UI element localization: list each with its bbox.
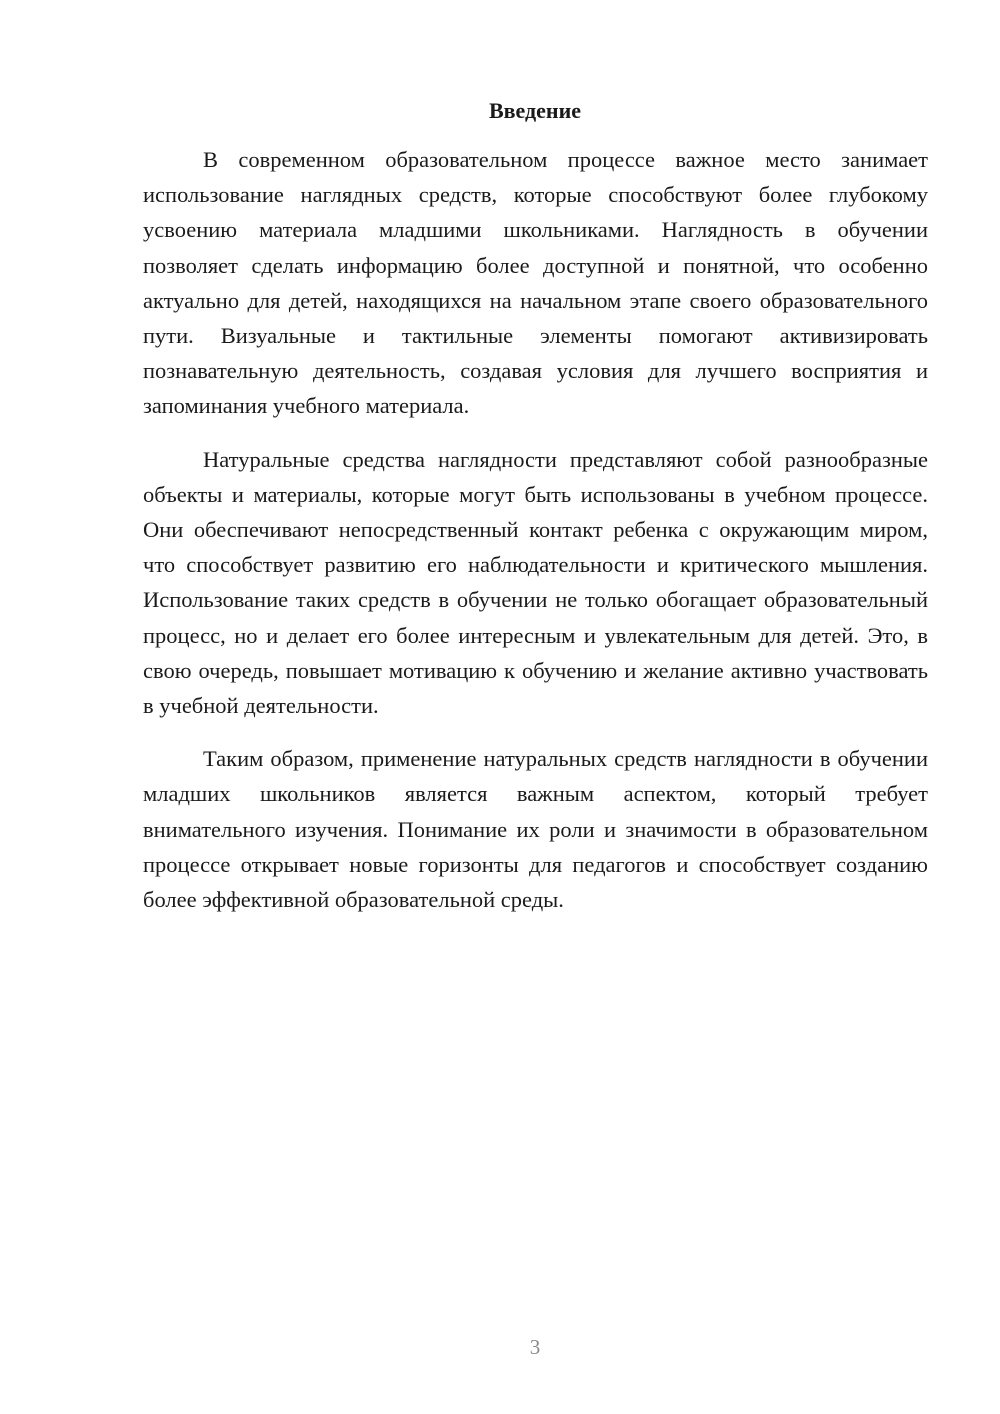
paragraph-1: В современном образовательном процессе важное место занимает использование наглядных средств, которые способствуют более глубокому усвоению материала младшими школьниками. Наглядность в обучении позволяет сделать информацию более доступной и понятной, что особенно актуально для детей, находящихся на начальном этапе своего образовательного пути. Визуальные и тактильные элементы помогают активизировать познавательную деятельность, создавая условия для лучшего восприятия и запоминания учебного материала. (143, 147, 928, 419)
paragraph-2: Натуральные средства наглядности представляют собой разнообразные объекты и материалы, которые могут быть использованы в учебном процессе. Они обеспечивают непосредственный контакт ребенка с окружающим миром, что способствует развитию его наблюдательности и критического мышления. Использование таких средств в обучении не только обогащает образовательный процесс, но и делает его более интересным и увлекательным для детей. Это, в свою очередь, повышает мотивацию к обучению и желание активно участвовать в учебной деятельности. (143, 446, 928, 719)
paragraph-3: Таким образом, применение натуральных средств наглядности в обучении младших школьников является важным аспектом, который требует внимательного изучения. Понимание их роли и значимости в образовательном процессе открывает новые горизонты для педагогов и способствует созданию более эффективной образовательной среды. (143, 746, 928, 913)
page-number: 3 (529, 1335, 541, 1359)
body-text (143, 142, 928, 935)
section-heading: Введение (488, 98, 582, 123)
